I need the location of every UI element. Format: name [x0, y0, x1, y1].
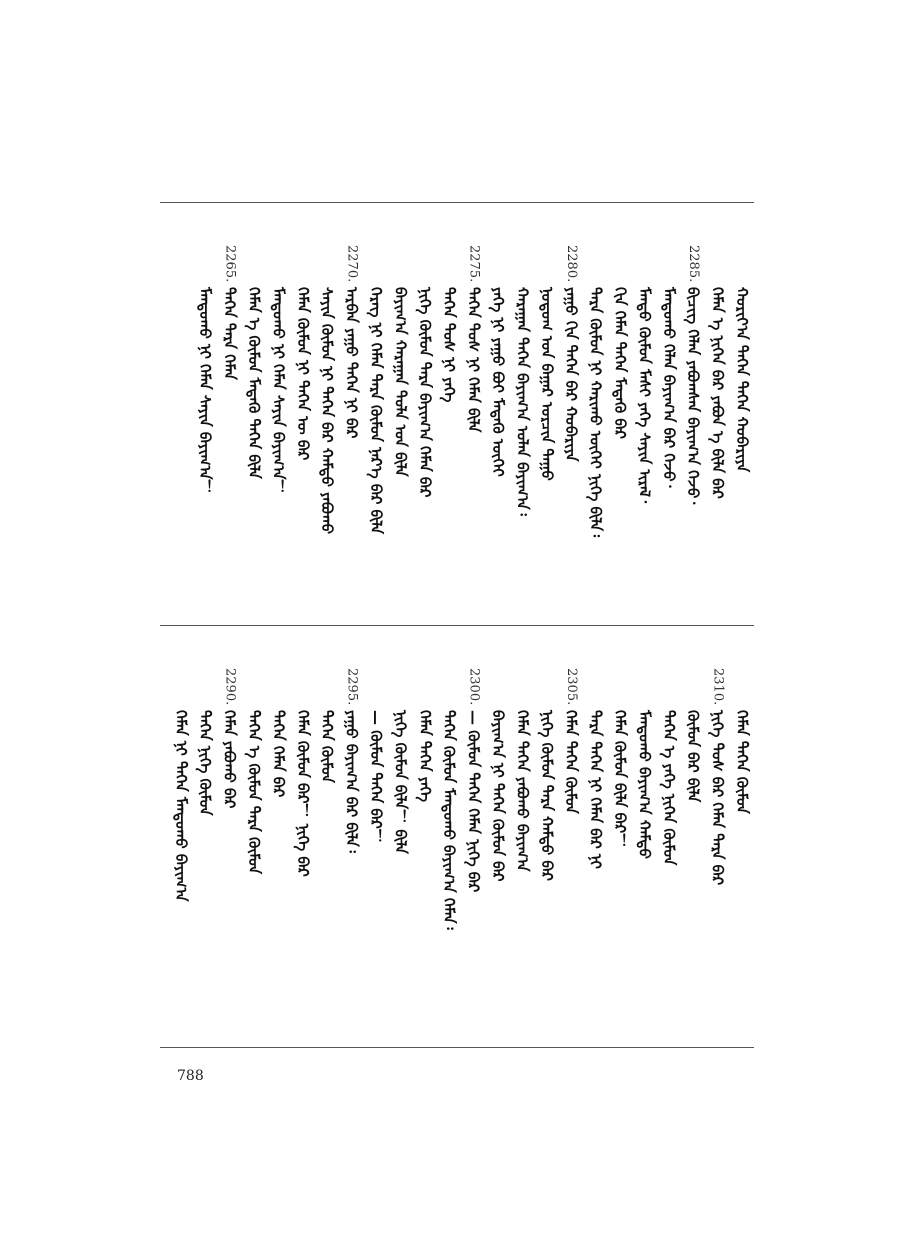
- verse-line: ᠲᠡᠭᠡᠨ ᠡ ᠬᠦᠮᠦᠨ ᠲᠡᠷᠡ ᠬᠦᠮᠦᠨ: [245, 710, 263, 875]
- verse-column: [437, 626, 461, 1047]
- line-number: [388, 245, 412, 285]
- page-number: 788: [177, 1068, 204, 1084]
- verse-line: ᠮᠠᠨᠳᠤᠬᠤ ᠨᠢ ᠬᠡᠮᠡᠨ ᠰᠠᠶᠢᠨ ᠪᠠᠶᠢᠭ᠎ᠠ！: [196, 287, 215, 495]
- verse-column: [510, 626, 534, 1047]
- line-number: 2310.: [710, 668, 726, 706]
- verse-line: ᠲᠡᠭᠡᠨ ᠲᠤᠰ ᠨᠢ ᠶᠡᠬᠡ: [440, 287, 459, 403]
- verse-line: ᠠᠷᠪᠠᠨ ᠶᠠᠭᠤ ᠲᠡᠭᠡᠨ ᠨᠢ ᠪᠠᠷ: [342, 287, 361, 439]
- verse-column: [462, 626, 486, 1047]
- verse-line: ᠬᠡᠮᠡᠨ ᠲᠡᠭᠡᠨ ᠶᠠᠪᠤᠬᠤ ᠪᠠᠶᠢᠭ᠎ᠠ: [513, 710, 532, 872]
- line-number: 2295.: [344, 668, 360, 706]
- verse-line: ᠬᠢᠨ ᠬᠡᠮᠡᠨ ᠲᠡᠭᠡᠨ ᠮᠡᠳᠡᠬᠦ ᠪᠠᠷ: [611, 287, 629, 439]
- line-number: [242, 668, 266, 708]
- verse-line: ᠨᠢᠭᠡ ᠬᠦᠮᠦᠨ ᠲᠡᠷᠡ ᠬᠠᠮᠲᠤ ᠪᠠᠷ: [537, 710, 556, 881]
- verse-line: ᠲᠡᠷᠡ ᠲᠡᠭᠡᠨ ᠨᠢ ᠬᠡᠮᠡᠨ ᠪᠠᠷ ᠨᠢ: [586, 710, 605, 869]
- line-number: 2290.: [222, 668, 238, 706]
- line-number: [584, 668, 608, 708]
- verse-column: [462, 203, 486, 625]
- verse-column: [413, 626, 437, 1047]
- lower-verse-block: [160, 626, 754, 1047]
- line-number: [632, 668, 656, 708]
- line-number: 2285.: [686, 245, 702, 283]
- line-number: [608, 668, 632, 708]
- verse-column: [193, 203, 217, 625]
- verse-column: [364, 203, 388, 625]
- verse-line: ᠲᠡᠷᠡ ᠬᠦᠮᠦᠨ ᠨᠢ ᠬᠠᠷᠢᠬᠤ ᠦᠭᠡᠢ ᠨᠢᠭᠡ ᠪᠢᠯᠡ᠄: [586, 287, 605, 538]
- verse-column: [413, 203, 437, 625]
- line-number: 2305.: [564, 668, 580, 706]
- verse-line: ᠬᠡᠮᠡᠨ ᠬᠦᠮᠦᠨ ᠪᠠᠷ！ ᠨᠢᠭᠡ ᠪᠠᠷ: [293, 710, 312, 877]
- verse-column: [632, 626, 656, 1047]
- line-number: [657, 668, 681, 708]
- line-number: [266, 245, 290, 285]
- line-number: [413, 245, 437, 285]
- verse-column: [657, 203, 681, 625]
- verse-line: ᠲᠡᠭᠡᠨ ᠬᠡᠮᠡᠨ ᠪᠠᠷ: [269, 710, 288, 798]
- verse-line: ᠲᠡᠭᠡᠨ ᠲᠤᠰ ᠨᠢ ᠬᠡᠮᠡᠨ ᠪᠢᠯᠡ: [464, 287, 483, 433]
- line-number: [486, 245, 510, 285]
- line-number: [266, 668, 290, 708]
- line-number: [730, 668, 754, 708]
- verse-column: [340, 203, 364, 625]
- verse-column: [681, 626, 705, 1047]
- verse-column: [608, 626, 632, 1047]
- verse-line: ᠲᠡᠭᠡᠨ ᠬᠦᠮᠦᠨ ᠮᠠᠨᠳᠤᠬᠤ ᠪᠠᠶᠢᠭ᠎ᠠ ᠬᠡᠮᠡᠨ᠄: [440, 710, 459, 930]
- verse-column: [510, 203, 534, 625]
- line-number: [681, 668, 705, 708]
- verse-column: [388, 626, 412, 1047]
- verse-column: [388, 203, 412, 625]
- verse-line: ᠪᠠᠶᠢᠭ᠎ᠠ ᠬᠠᠷᠠᠭᠠᠨ ᠲᠤᠯᠠ ᠤᠨ ᠪᠢᠯᠡ: [391, 287, 410, 477]
- verse-line: ᠶᠡᠬᠡ ᠨᠢ ᠶᠠᠭᠤ ᠪᠤᠢ ᠮᠡᠳᠡᠬᠦ ᠦᠭᠡᠢ: [489, 287, 507, 477]
- verse-column: [486, 203, 510, 625]
- verse-line: ᠰᠠᠶᠢᠨ ᠬᠦᠮᠦᠨ ᠨᠢ ᠲᠡᠭᠡᠨ ᠪᠠᠷ ᠬᠠᠮᠲᠤ ᠶᠠᠪᠤᠬᠤ: [318, 287, 337, 535]
- line-number: 2280.: [564, 245, 580, 283]
- verse-line: ᠬᠤᠷᠢᠶ᠎ᠠ ᠲᠡᠭᠡᠨ ᠲᠡᠭᠡᠨ ᠬᠤᠪᠠᠷᠢᠶᠠ: [733, 287, 751, 473]
- verse-line: ᠬᠦᠮᠦᠨ ᠪᠠᠷ ᠪᠢᠯᠡ: [684, 710, 703, 803]
- verse-line: ᠨᠤᠲᠤᠭ ᠤᠨ ᠪᠠᠭᠠᠷ ᠤᠷᠴᠢᠨ ᠳᠠᠭᠤ: [537, 287, 556, 481]
- line-number: [291, 245, 315, 285]
- line-number: [193, 668, 217, 708]
- verse-line: ᠲᠡᠭᠡᠨ ᠬᠦᠮᠦᠨ: [318, 710, 337, 783]
- line-number: [291, 668, 315, 708]
- verse-line: ᠨᠢᠭᠡ ᠬᠦᠮᠦᠨ ᠲᠡᠷᠡ ᠪᠠᠶᠢᠭ᠎ᠠ ᠬᠡᠮᠡᠨ ᠪᠠᠷ: [415, 287, 434, 498]
- line-number: [169, 668, 193, 708]
- verse-line: ᠪᠢᠴᠢᠭ ᠬᠡᠯᠡᠨ ᠶᠠᠪᠤᠭᠰᠠᠨ ᠪᠠᠶᠢᠭ᠎ᠠ ᠭᠡᠵᠦ᠂: [684, 287, 703, 505]
- verse-column: [559, 203, 583, 625]
- verse-line: ᠬᠡᠮᠡᠨ ᠲᠡᠭᠡᠨ ᠶᠡᠬᠡ: [415, 710, 434, 802]
- line-number: [535, 245, 559, 285]
- verse-line: ᠬᠡᠮᠡᠨ ᠨᠢ ᠲᠡᠭᠡᠨ ᠮᠠᠨᠳᠤᠬᠤ ᠪᠠᠶᠢᠭ᠎ᠠ: [171, 710, 190, 902]
- line-number: [632, 245, 656, 285]
- verse-line: ᠨᠢᠭᠡ ᠬᠦᠮᠦᠨ ᠪᠢᠯᠡ！ ᠪᠢᠯᠡ: [391, 710, 410, 854]
- verse-line: ᠲᠡᠭᠡᠨ ᠨᠢᠭᠡ ᠬᠦᠮᠦᠨ: [196, 710, 215, 816]
- line-number: [413, 668, 437, 708]
- verse-column: [681, 203, 705, 625]
- verse-line: ᠶᠠᠭᠤ ᠪᠠᠶᠢᠭ᠎ᠠ ᠪᠠᠷ ᠪᠢᠯᠡ᠄: [342, 710, 361, 853]
- line-number: [364, 245, 388, 285]
- verse-line: — ᠬᠦᠮᠦᠨ ᠲᠡᠭᠡᠨ ᠪᠠᠷ！: [367, 710, 385, 844]
- line-number: 2270.: [344, 245, 360, 283]
- verse-column: [169, 626, 193, 1047]
- verse-column: [315, 203, 339, 625]
- verse-column: [340, 626, 364, 1047]
- verse-column: [706, 203, 730, 625]
- line-number: [730, 245, 754, 285]
- verse-line: ᠮᠠᠨᠳᠤᠬᠤ ᠪᠠᠶᠢᠭ᠎ᠠ ᠬᠠᠮᠲᠤ: [635, 710, 654, 859]
- line-number: [584, 245, 608, 285]
- verse-column: [657, 626, 681, 1047]
- verse-column: [584, 626, 608, 1047]
- line-number: [510, 245, 534, 285]
- verse-column: [291, 626, 315, 1047]
- verse-line: ᠮᠡᠨᠳᠦ ᠬᠦᠮᠦᠨ ᠮᠠᠰᠢ ᠶᠡᠬᠡ ᠰᠠᠶᠢᠨ ᠢᠷᠡᠯ᠂: [635, 287, 654, 504]
- line-number: [364, 668, 388, 708]
- verse-line: ᠬᠡᠷᠡᠭ ᠨᠢ ᠬᠡᠮᠡᠨ ᠲᠡᠷᠡ ᠬᠦᠮᠦᠨ ᠨᠡᠷ᠎ᠡ ᠪᠠᠷ ᠪᠢᠯᠡ: [367, 287, 385, 534]
- verse-column: [437, 203, 461, 625]
- verse-line: ᠬᠡᠮᠡᠨ ᠲᠡᠭᠡᠨ ᠬᠦᠮᠦᠨ: [562, 710, 581, 814]
- verse-line: ᠬᠡᠮᠡᠨ ᠬᠦᠮᠦᠨ ᠪᠢᠯᠡ ᠪᠠᠷ！: [611, 710, 629, 849]
- verse-column: [266, 626, 290, 1047]
- verse-line: ᠬᠡᠮᠡᠨ ᠡ ᠬᠦᠮᠦᠨ ᠮᠡᠳᠡᠬᠦ ᠲᠡᠭᠡᠨ ᠪᠢᠯᠡ: [245, 287, 263, 479]
- verse-column: [608, 203, 632, 625]
- upper-verse-block: [160, 203, 754, 625]
- line-number: [437, 245, 461, 285]
- line-number: [437, 668, 461, 708]
- verse-line: ᠮᠠᠨᠳᠤᠬᠤ ᠬᠡᠯᠡᠨ ᠪᠠᠶᠢᠭ᠎ᠠ ᠪᠠᠷ ᠭᠡᠵᠦ᠂: [659, 287, 678, 488]
- verse-column: [218, 203, 242, 625]
- line-number: [706, 245, 730, 285]
- line-number: 2300.: [466, 668, 482, 706]
- line-number: [535, 668, 559, 708]
- verse-line: — ᠬᠦᠮᠦᠨ ᠲᠡᠭᠡᠨ ᠬᠡᠮᠡᠨ ᠨᠢᠭᠡ ᠪᠠᠷ: [464, 710, 483, 893]
- verse-column: [291, 203, 315, 625]
- verse-column: [706, 626, 730, 1047]
- line-number: [242, 245, 266, 285]
- line-number: 2265.: [222, 245, 238, 283]
- line-number: [510, 668, 534, 708]
- verse-line: ᠮᠠᠨᠳᠤᠬᠤ ᠨᠢ ᠬᠡᠮᠡᠨ ᠰᠠᠶᠢᠨ ᠪᠠᠶᠢᠭ᠎ᠠ！: [269, 287, 288, 495]
- verse-column: [559, 626, 583, 1047]
- verse-column: [584, 203, 608, 625]
- line-number: [193, 245, 217, 285]
- verse-column: [730, 626, 754, 1047]
- verse-line: ᠬᠡᠮᠡᠨ ᠬᠦᠮᠦᠨ ᠨᠢ ᠲᠡᠭᠡᠨ ᠦ ᠪᠠᠷ: [293, 287, 312, 461]
- verse-column: [632, 203, 656, 625]
- verse-line: ᠶᠠᠭᠤ ᠬᠢᠨ ᠲᠡᠭᠡᠨ ᠪᠠᠷ ᠬᠤᠪᠠᠷᠢᠶᠠ: [562, 287, 581, 462]
- line-number: [657, 245, 681, 285]
- verse-column: [535, 626, 559, 1047]
- line-number: [388, 668, 412, 708]
- verse-column: [193, 626, 217, 1047]
- verse-column: [535, 203, 559, 625]
- verse-line: ᠬᠡᠮᠡᠨ ᠶᠠᠪᠤᠬᠤ ᠪᠠᠷ: [220, 710, 239, 809]
- verse-line: ᠬᠡᠮᠡᠨ ᠡ ᠨᠢᠭᠡᠨ ᠪᠡᠷ ᠶᠠᠪᠤᠨ ᠡ ᠪᠢᠯᠡ ᠪᠡᠷ: [708, 287, 727, 499]
- line-number: 2275.: [466, 245, 482, 283]
- verse-column: [730, 203, 754, 625]
- bottom-rule: [160, 1047, 754, 1048]
- verse-line: ᠲᠡᠭᠡᠨ ᠡ ᠶᠡᠬᠡ ᠨᠢᠭᠡᠨ ᠬᠦᠮᠦᠨ: [659, 710, 678, 866]
- verse-column: [266, 203, 290, 625]
- verse-column: [218, 626, 242, 1047]
- verse-line: ᠬᠠᠷᠠᠭᠠᠨ ᠲᠡᠭᠡᠨ ᠪᠠᠶᠢᠭ᠎ᠠ ᠤᠯᠠᠨ ᠪᠠᠶᠢᠭ᠎ᠠ᠄: [513, 287, 532, 516]
- verse-line: ᠨᠢᠭᠡ ᠲᠤᠰ ᠪᠠᠷ ᠬᠡᠮᠡᠨ ᠲᠡᠷᠡ ᠪᠠᠷ: [708, 710, 727, 886]
- verse-line: ᠬᠡᠮᠡᠨ ᠲᠡᠭᠡᠨ ᠬᠦᠮᠦᠨ: [733, 710, 751, 814]
- verse-column: [486, 626, 510, 1047]
- verse-column: [242, 203, 266, 625]
- line-number: [486, 668, 510, 708]
- verse-line: ᠪᠠᠶᠢᠭ᠎ᠠ ᠨᠢ ᠲᠡᠭᠡᠨ ᠬᠦᠮᠦᠨ ᠪᠠᠷ: [489, 710, 507, 882]
- verse-column: [364, 626, 388, 1047]
- verse-column: [315, 626, 339, 1047]
- line-number: [315, 245, 339, 285]
- line-number: [608, 245, 632, 285]
- verse-line: ᠲᠡᠭᠡᠨ ᠲᠡᠷᠡ ᠬᠡᠮᠡᠨ: [220, 287, 239, 380]
- line-number: [315, 668, 339, 708]
- verse-column: [242, 626, 266, 1047]
